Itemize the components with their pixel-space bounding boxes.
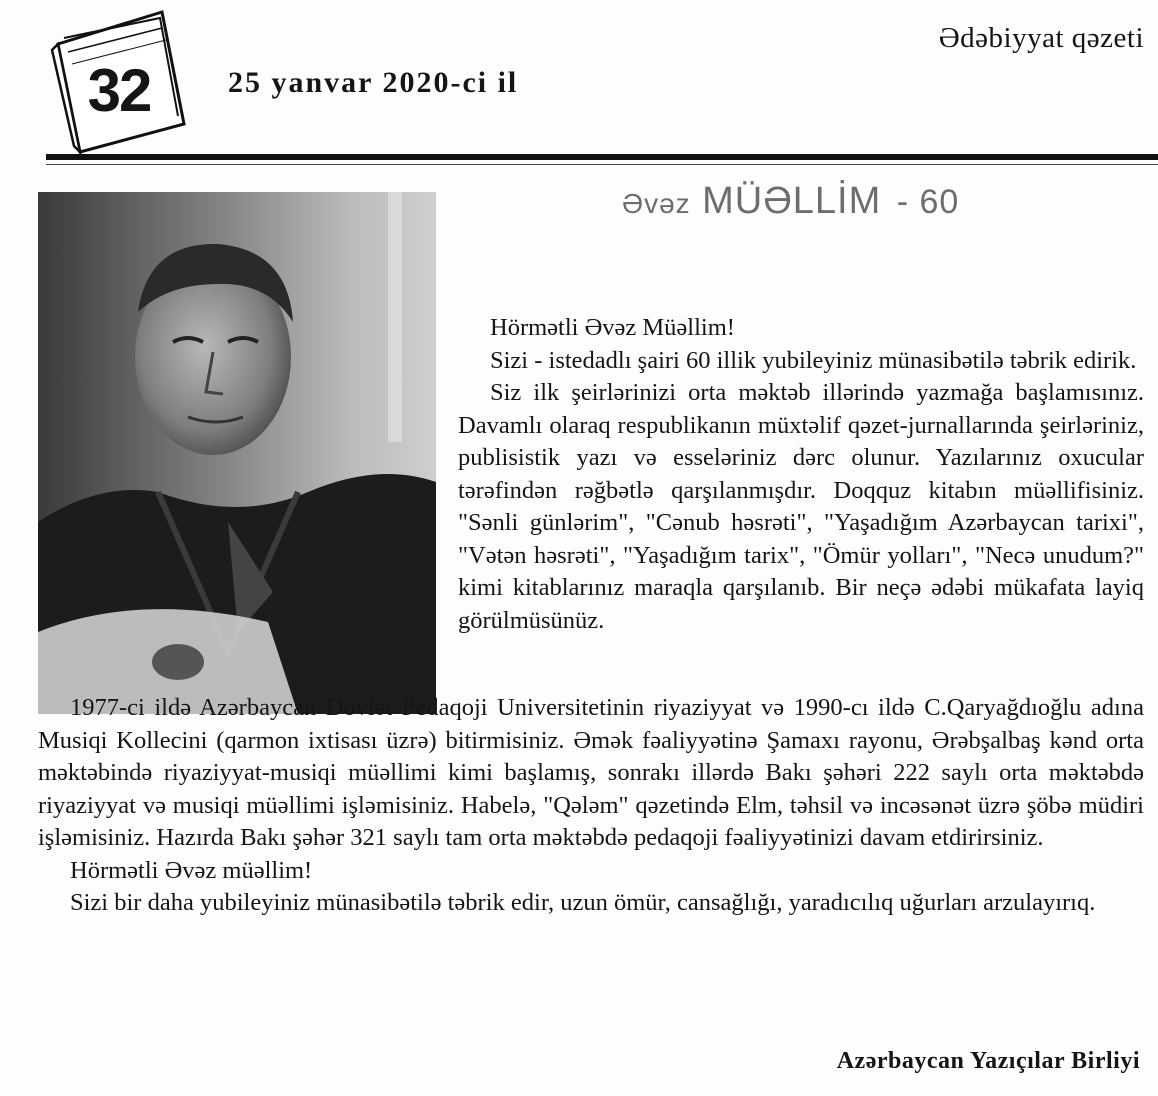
article-paragraph-2: Siz ilk şeirlərinizi orta məktəb illərində yazmağa başlamısınız. Davamlı olaraq respublikanın müxtəlif qəzet-jurnallarında şeirləriniz, publisistik yazı və esseləriniz dərc olunur. Yazılarınız oxucular tərəfindən rəğbətlə qarşılanmışdır. Doqquz kitabın müəllifisiniz. "Sənli günlərim", "Cənub həsrəti", "Yaşadığım Azərbaycan tarixi", "Vətən həsrəti", "Yaşadığım tarix", "Ömür yolları", "Necə unudum?" kimi kitablarınız maraqla qarşılanıb. Bir neçə ədəbi mükafata layiq görülmüsünüz. [458,379,1144,634]
header-rule-thin [46,164,1158,165]
article-greeting-2: Hörmətli Əvəz müəllim! [70,856,313,884]
article-paragraph-1: Sizi - istedadlı şairi 60 illik yubileyiniz münasibətilə təbrik edirik. [490,346,1137,374]
headline-age: - 60 [896,183,960,221]
article-column-full [38,692,1144,920]
header-rule [46,154,1158,160]
article-paragraph-3: 1977-ci ildə Azərbaycan Dövlət Pedaqoji Universitetinin riyaziyyat və 1990-cı ildə C.Qaryağdıoğlu adına Musiqi Kollecini (qarmon ixtisası üzrə) bitirmisiniz. Əmək fəaliyyətinə Şamaxı rayonu, Ərəbşalbaş kənd orta məktəbində riyaziyyat-musiqi müəllimi kimi başlamış, sonrakı illərdə Bakı şəhəri 222 saylı orta məktəbdə riyaziyyat və musiqi müəllimi işləmisiniz. Habelə, "Qələm" qəzetində Elm, təhsil və incəsənət üzrə şöbə müdiri işləmisiniz. Hazırda Bakı şəhər 321 saylı tam orta məktəbdə pedaqoji fəaliyyətinizi davam etdirirsiniz. [38,694,1144,851]
article-signature: Azərbaycan Yazıçılar Birliyi [836,1048,1140,1074]
article-greeting: Hörmətli Əvəz Müəllim! [490,314,735,341]
article-column-right [458,312,1144,637]
issue-date: 25 yanvar 2020-ci il [228,66,519,99]
article-headline [622,180,959,223]
headline-first-name: Əvəz [622,188,691,219]
publication-name: Ədəbiyyat qəzeti [938,22,1144,54]
page-number: 32 [87,57,151,124]
headline-title: MÜƏLLİM [702,180,882,222]
article-closing: Sizi bir daha yubileyiniz münasibətilə təbrik edir, uzun ömür, cansağlığı, yaradıcılıq uğurları arzulayırıq. [70,889,1096,916]
portrait-photo [38,192,436,714]
